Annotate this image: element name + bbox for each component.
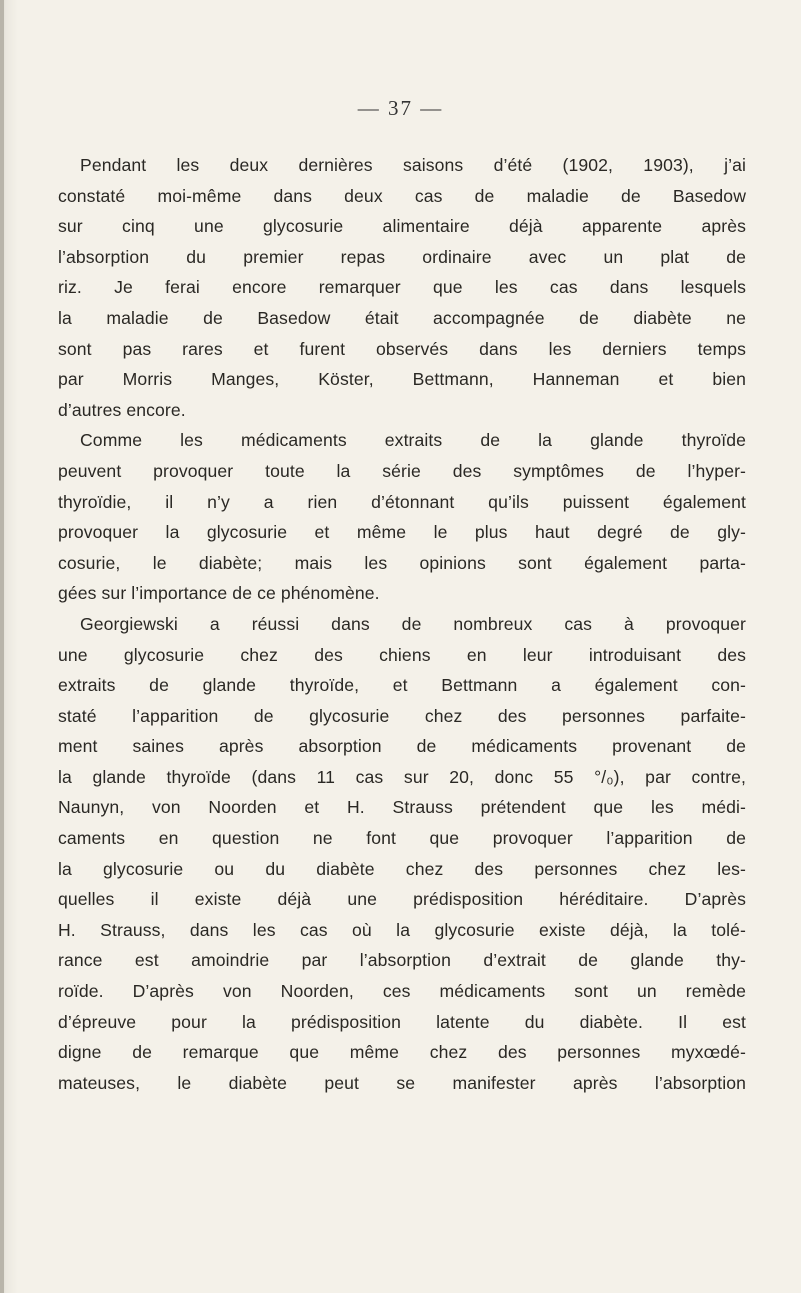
- text-line: d’épreuve pour la prédisposition latente du diabète. Il est: [58, 1011, 746, 1032]
- text-line: par Morris Manges, Köster, Bettmann, Hanneman et bien: [58, 369, 746, 390]
- text-line: provoquer la glycosurie et même le plus haut degré de gly-: [58, 522, 746, 543]
- text-line: thyroïdie, il n’y a rien d’étonnant qu’ils puissent également: [58, 491, 746, 512]
- text-line: H. Strauss, dans les cas où la glycosurie existe déjà, la tolé-: [58, 919, 746, 940]
- text-line: l’absorption du premier repas ordinaire avec un plat de: [58, 246, 746, 267]
- page-number: — 37 —: [357, 96, 444, 120]
- text-line: mateuses, le diabète peut se manifester après l’absorption: [58, 1072, 746, 1093]
- text-line: gées sur l’importance de ce phénomène.: [58, 583, 380, 604]
- text-line: cosurie, le diabète; mais les opinions sont également parta-: [58, 552, 746, 573]
- text-line: riz. Je ferai encore remarquer que les cas dans lesquels: [58, 277, 746, 298]
- text-line: une glycosurie chez des chiens en leur introduisant des: [58, 644, 746, 665]
- text-line: Comme les médicaments extraits de la glande thyroïde: [80, 430, 746, 451]
- body-text: [58, 150, 746, 1098]
- text-line: peuvent provoquer toute la série des symptômes de l’hyper-: [58, 460, 746, 481]
- page-edge-shadow: [0, 0, 4, 1293]
- text-line: caments en question ne font que provoquer l’apparition de: [58, 828, 746, 849]
- text-line: la glande thyroïde (dans 11 cas sur 20, donc 55 °/₀), par contre,: [58, 766, 746, 787]
- text-line: Georgiewski a réussi dans de nombreux cas à provoquer: [80, 613, 746, 634]
- text-line: ment saines après absorption de médicaments provenant de: [58, 736, 746, 757]
- text-line: digne de remarque que même chez des personnes myxœdé-: [58, 1042, 746, 1063]
- text-line: roïde. D’après von Noorden, ces médicaments sont un remède: [58, 981, 746, 1002]
- text-line: extraits de glande thyroïde, et Bettmann a également con-: [58, 675, 746, 696]
- text-line: Pendant les deux dernières saisons d’été (1902, 1903), j’ai: [80, 155, 746, 175]
- text-line: la glycosurie ou du diabète chez des personnes chez les-: [58, 858, 746, 879]
- text-line: rance est amoindrie par l’absorption d’extrait de glande thy-: [58, 950, 746, 971]
- text-line: la maladie de Basedow était accompagnée de diabète ne: [58, 307, 746, 328]
- text-line: quelles il existe déjà une prédisposition héréditaire. D’après: [58, 889, 746, 910]
- text-line: constaté moi-même dans deux cas de maladie de Basedow: [58, 185, 746, 206]
- text-line: sont pas rares et furent observés dans les derniers temps: [58, 338, 746, 359]
- text-line: sur cinq une glycosurie alimentaire déjà apparente après: [58, 216, 746, 237]
- text-line: staté l’apparition de glycosurie chez des personnes parfaite-: [58, 705, 746, 726]
- text-line: Naunyn, von Noorden et H. Strauss prétendent que les médi-: [58, 797, 746, 818]
- text-line: d’autres encore.: [58, 399, 186, 420]
